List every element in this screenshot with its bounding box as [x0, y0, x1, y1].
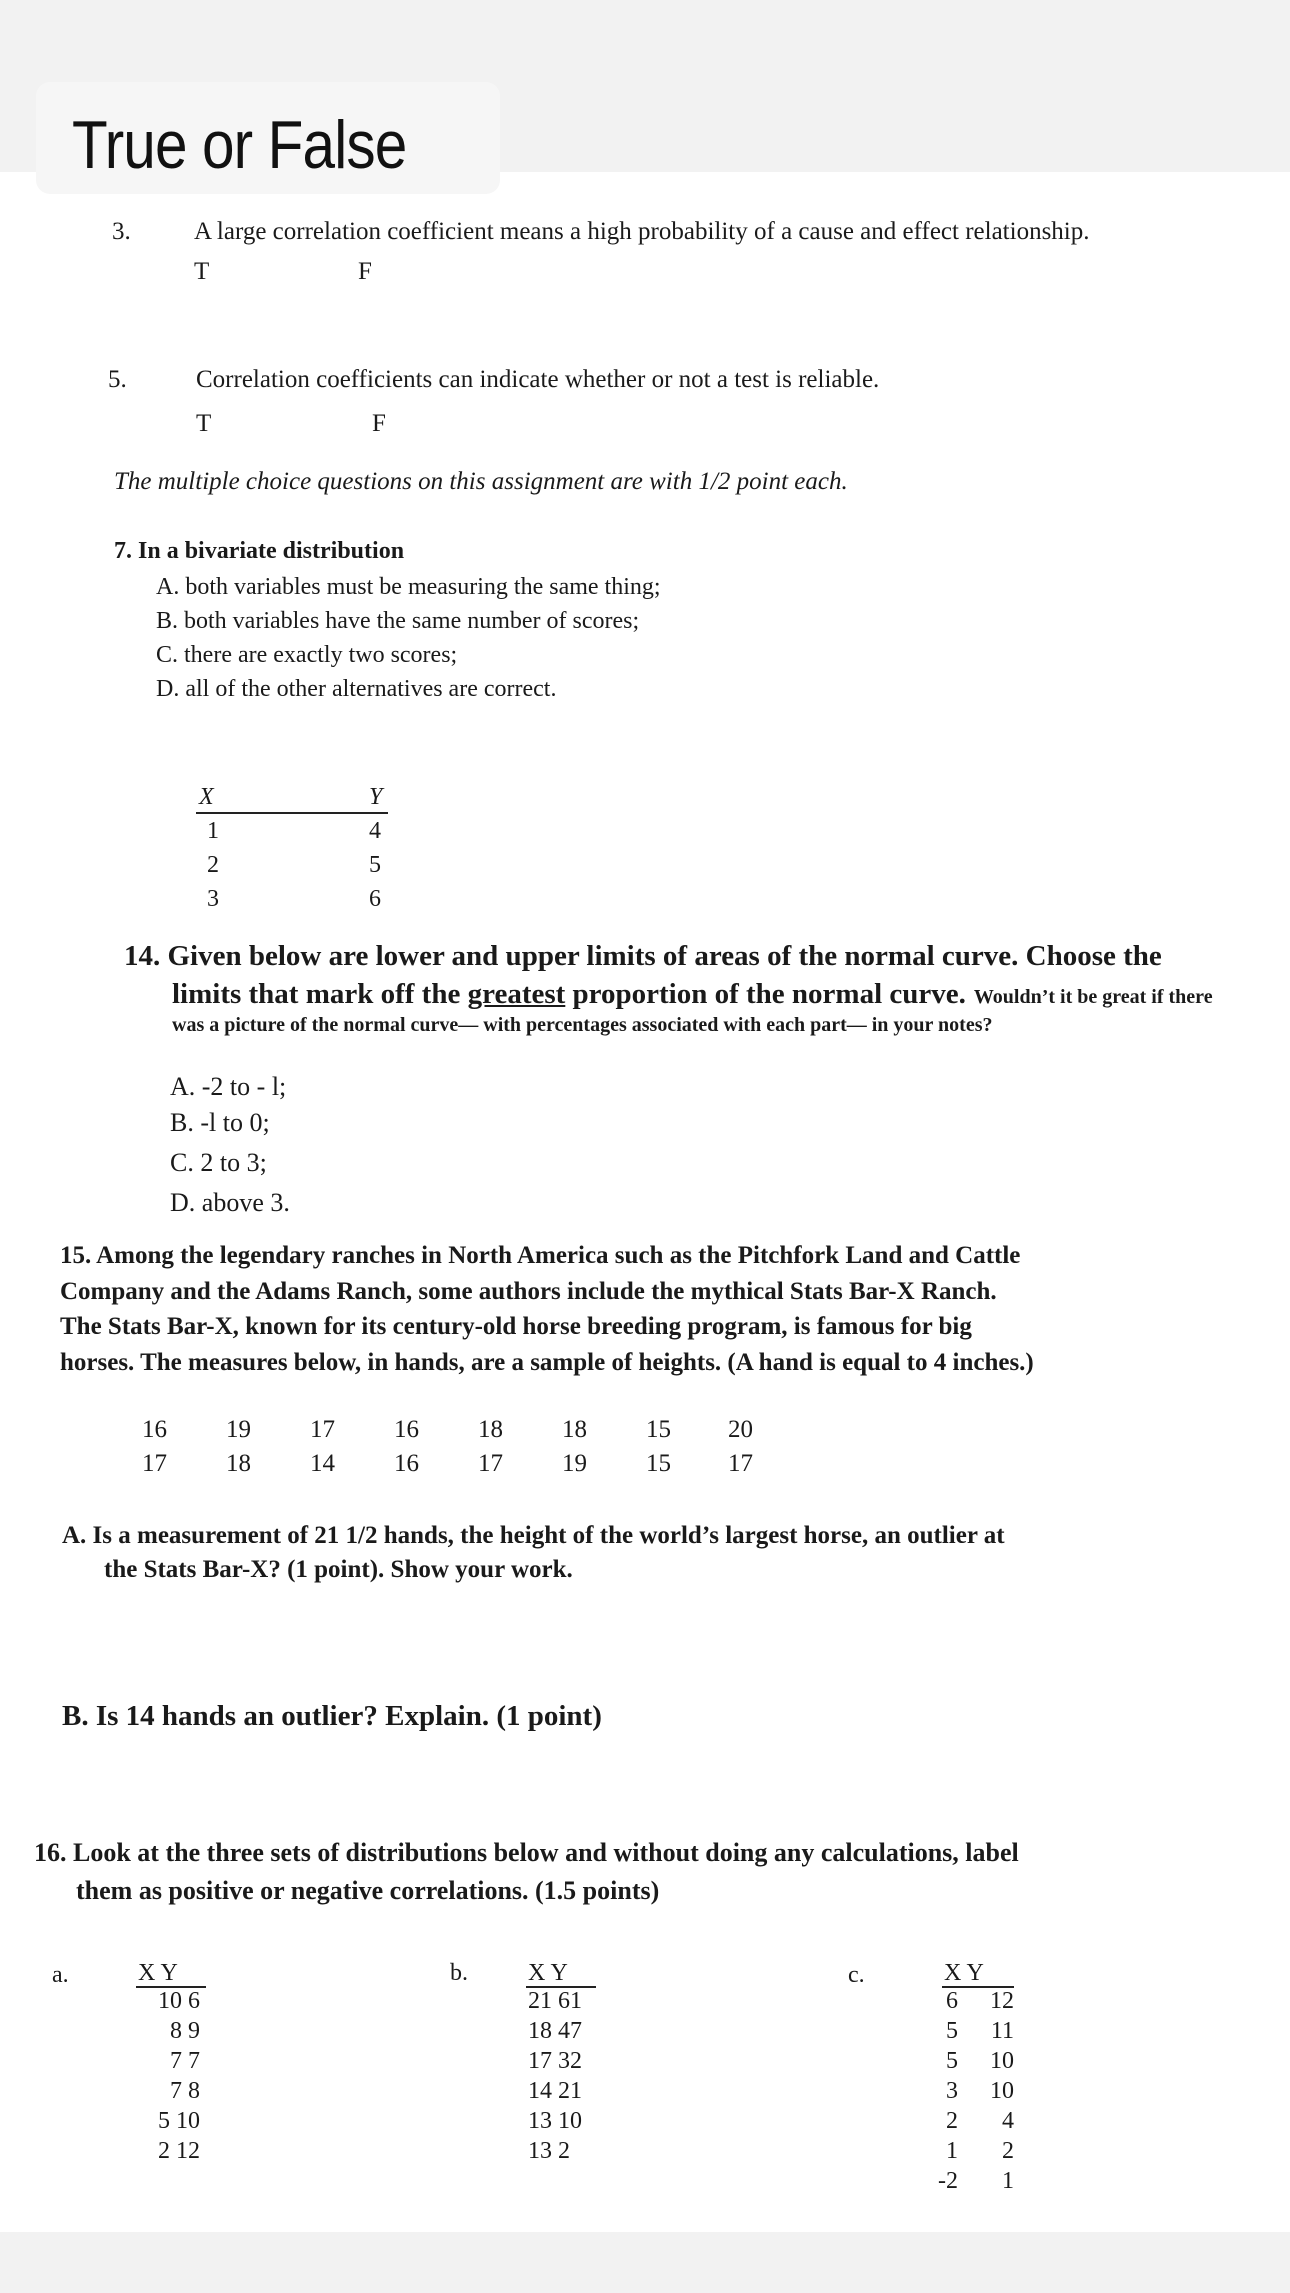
- set-row: 7 8: [170, 2078, 200, 2104]
- data-value: 16: [394, 1416, 419, 1443]
- data-value: 18: [226, 1450, 251, 1477]
- option: B. both variables have the same number of scores;: [156, 608, 640, 634]
- data-value: 20: [728, 1416, 753, 1443]
- set-cell: 10: [990, 2078, 1014, 2104]
- question-text: A large correlation coefficient means a high probability of a cause and effect relationship.: [194, 218, 1090, 245]
- table-cell: 2: [207, 852, 219, 878]
- data-value: 17: [142, 1450, 167, 1477]
- data-value: 15: [646, 1416, 671, 1443]
- set-cell: 1: [946, 2138, 958, 2164]
- data-value: 18: [478, 1416, 503, 1443]
- mc-note: The multiple choice questions on this assignment are with 1/2 point each.: [114, 468, 848, 495]
- question-16-line: them as positive or negative correlations. (1.5 points): [76, 1876, 660, 1905]
- data-value: 15: [646, 1450, 671, 1477]
- set-label: b.: [450, 1960, 468, 1986]
- data-value: 16: [142, 1416, 167, 1443]
- option: B. -l to 0;: [170, 1108, 270, 1137]
- set-label: a.: [52, 1962, 69, 1988]
- data-value: 17: [310, 1416, 335, 1443]
- option: D. all of the other alternatives are correct.: [156, 676, 557, 702]
- set-header: X Y: [944, 1960, 984, 1986]
- table-cell: 3: [207, 886, 219, 912]
- page-title: True or False: [72, 107, 407, 183]
- true-option: T: [196, 410, 212, 437]
- set-row: 13 2: [528, 2138, 570, 2164]
- data-value: 17: [728, 1450, 753, 1477]
- question-14-line: limits that mark off the: [172, 978, 468, 1010]
- option: C. there are exactly two scores;: [156, 642, 458, 668]
- option: D. above 3.: [170, 1188, 290, 1217]
- set-header: X Y: [528, 1960, 568, 1986]
- set-row: 13 10: [528, 2108, 582, 2134]
- set-row: 21 61: [528, 1988, 582, 2014]
- set-cell: 5: [946, 2018, 958, 2044]
- question-15-line: The Stats Bar-X, known for its century-old horse breeding program, is famous for big: [60, 1313, 972, 1340]
- set-cell: 2: [1002, 2138, 1014, 2164]
- set-row: 18 47: [528, 2018, 582, 2044]
- set-cell: 11: [990, 2018, 1014, 2044]
- set-header: X Y: [138, 1960, 178, 1986]
- set-row: 14 21: [528, 2078, 582, 2104]
- data-value: 17: [478, 1450, 503, 1477]
- option: A. -2 to - l;: [170, 1072, 287, 1101]
- set-row: 10 6: [158, 1988, 200, 2014]
- option: A. both variables must be measuring the same thing;: [156, 574, 661, 600]
- set-cell: -2: [938, 2168, 958, 2194]
- question-15-part-a: A. Is a measurement of 21 1/2 hands, the height of the world’s largest horse, an outlier at: [62, 1522, 1005, 1549]
- set-cell: 12: [990, 1988, 1014, 2014]
- table-cell: 1: [207, 818, 219, 844]
- false-option: F: [358, 258, 372, 285]
- false-option: F: [372, 410, 386, 437]
- data-value: 19: [226, 1416, 251, 1443]
- table-cell: 4: [369, 818, 381, 844]
- true-option: T: [194, 258, 210, 285]
- question-14-note: was a picture of the normal curve— with percentages associated with each part— in your notes?: [172, 1014, 993, 1036]
- set-row: 8 9: [170, 2018, 200, 2044]
- question-15-line: 15. Among the legendary ranches in North America such as the Pitchfork Land and Cattle: [60, 1242, 1021, 1269]
- table-header-rule: [196, 812, 388, 814]
- data-value: 16: [394, 1450, 419, 1477]
- set-cell: 3: [946, 2078, 958, 2104]
- set-row: 17 32: [528, 2048, 582, 2074]
- table-y-header: Y: [369, 784, 383, 810]
- set-label: c.: [848, 1962, 865, 1988]
- set-cell: 5: [946, 2048, 958, 2074]
- question-16-line: 16. Look at the three sets of distributions below and without doing any calculations, label: [34, 1838, 1019, 1867]
- data-value: 18: [562, 1416, 587, 1443]
- set-cell: 2: [946, 2108, 958, 2134]
- question-14-line: proportion of the normal curve.: [565, 978, 966, 1010]
- set-cell: 1: [1002, 2168, 1014, 2194]
- set-row: 2 12: [158, 2138, 200, 2164]
- question-text: Correlation coefficients can indicate whether or not a test is reliable.: [196, 366, 880, 393]
- data-value: 19: [562, 1450, 587, 1477]
- question-7-title: 7. In a bivariate distribution: [114, 538, 405, 564]
- option: C. 2 to 3;: [170, 1148, 267, 1177]
- set-cell: 6: [946, 1988, 958, 2014]
- data-value: 14: [310, 1450, 335, 1477]
- question-15-line: Company and the Adams Ranch, some authors include the mythical Stats Bar-X Ranch.: [60, 1278, 997, 1305]
- emphasis-greatest: greatest: [467, 978, 566, 1010]
- question-number: 5.: [108, 366, 127, 393]
- table-cell: 6: [369, 886, 381, 912]
- set-cell: 4: [1002, 2108, 1014, 2134]
- question-14-line: 14. Given below are lower and upper limits of areas of the normal curve. Choose the: [124, 940, 1162, 972]
- question-number: 3.: [112, 218, 131, 245]
- set-row: 7 7: [170, 2048, 200, 2074]
- question-15-line: horses. The measures below, in hands, are a sample of heights. (A hand is equal to 4 inches.): [60, 1349, 1034, 1376]
- question-14-note: Wouldn’t it be great if there: [973, 986, 1213, 1008]
- question-15-part-a: the Stats Bar-X? (1 point). Show your work.: [104, 1556, 573, 1583]
- set-row: 5 10: [158, 2108, 200, 2134]
- table-cell: 5: [369, 852, 381, 878]
- table-x-header: X: [199, 784, 214, 810]
- question-15-part-b: B. Is 14 hands an outlier? Explain. (1 point): [62, 1700, 602, 1732]
- set-cell: 10: [990, 2048, 1014, 2074]
